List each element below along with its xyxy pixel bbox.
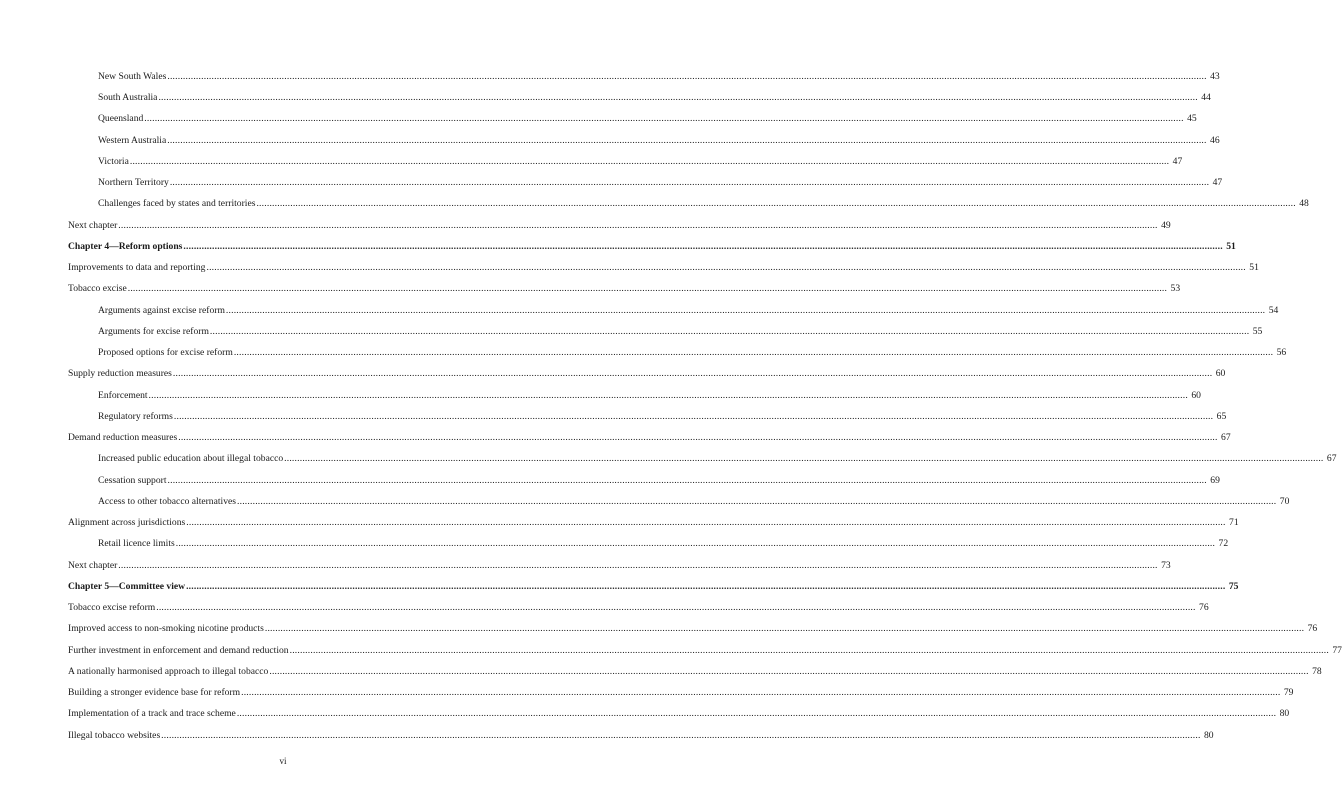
dot-leader: ................................................................................................................................................................................................................................................................................................................................................................................................................: [156, 602, 1196, 614]
toc-entry-label: Improvements to data and reporting: [68, 262, 206, 274]
toc-entry[interactable]: [68, 449, 1337, 470]
toc-entry-label: Demand reduction measures: [68, 432, 178, 444]
dot-leader: ................................................................................................................................................................................................................................................................................................................................................................................................................: [233, 347, 1274, 359]
dot-leader: ................................................................................................................................................................................................................................................................................................................................................................................................................: [172, 368, 1213, 380]
toc-entry-label: Chapter 5—Committee view: [68, 580, 186, 592]
toc-entry-page: 43: [1210, 70, 1220, 82]
toc-entry-label: Cessation support: [98, 474, 167, 486]
dot-leader: ................................................................................................................................................................................................................................................................................................................................................................................................................: [127, 283, 1168, 295]
toc-entry-page: 47: [1172, 155, 1183, 167]
toc-entry[interactable]: [68, 491, 1290, 512]
toc-entry-label: Implementation of a track and trace scheme: [68, 708, 236, 720]
toc-entry[interactable]: [68, 321, 1263, 342]
toc-entry-label: South Australia: [98, 92, 158, 104]
toc-entry-label: Illegal tobacco websites: [68, 729, 161, 741]
toc-entry[interactable]: [68, 172, 1223, 193]
dot-leader: ................................................................................................................................................................................................................................................................................................................................................................................................................: [256, 198, 1296, 210]
table-of-contents: [68, 66, 1342, 746]
toc-entry-label: Chapter 4—Reform options: [68, 240, 183, 252]
toc-entry-label: Supply reduction measures: [68, 368, 172, 380]
toc-entry-label: Tobacco excise reform: [68, 602, 156, 614]
toc-entry[interactable]: [68, 279, 1181, 300]
dot-leader: ................................................................................................................................................................................................................................................................................................................................................................................................................: [289, 644, 1329, 656]
toc-entry[interactable]: [68, 257, 1259, 278]
toc-entry-page: 47: [1212, 177, 1223, 189]
toc-entry[interactable]: [68, 640, 1342, 661]
dot-leader: ................................................................................................................................................................................................................................................................................................................................................................................................................: [241, 687, 1281, 699]
toc-entry[interactable]: [68, 300, 1279, 321]
dot-leader: ................................................................................................................................................................................................................................................................................................................................................................................................................: [236, 708, 1277, 720]
toc-entry[interactable]: [68, 342, 1287, 363]
toc-entry-label: Access to other tobacco alternatives: [98, 495, 236, 507]
toc-entry-label: Building a stronger evidence base for reform: [68, 687, 241, 699]
toc-entry-page: 80: [1203, 729, 1214, 741]
toc-entry-label: Retail licence limits: [98, 538, 175, 550]
toc-entry-label: Arguments against excise reform: [98, 304, 225, 316]
toc-entry[interactable]: [68, 215, 1171, 236]
toc-entry-page: 72: [1218, 538, 1229, 550]
toc-entry[interactable]: [68, 470, 1220, 491]
toc-entry-label: Tobacco excise: [68, 283, 127, 295]
dot-leader: ................................................................................................................................................................................................................................................................................................................................................................................................................: [167, 474, 1207, 486]
toc-entry-label: A nationally harmonised approach to illegal tobacco: [68, 665, 269, 677]
toc-entry-page: 67: [1221, 432, 1231, 444]
dot-leader: ................................................................................................................................................................................................................................................................................................................................................................................................................: [129, 155, 1170, 167]
toc-entry-label: Alignment across jurisdictions: [68, 517, 186, 529]
toc-entry[interactable]: [68, 619, 1318, 640]
dot-leader: ................................................................................................................................................................................................................................................................................................................................................................................................................: [269, 665, 1309, 677]
toc-entry-page: 49: [1161, 219, 1171, 231]
toc-entry-page: 73: [1161, 559, 1171, 571]
toc-entry[interactable]: [68, 576, 1239, 597]
dot-leader: ................................................................................................................................................................................................................................................................................................................................................................................................................: [264, 623, 1305, 635]
dot-leader: ................................................................................................................................................................................................................................................................................................................................................................................................................: [186, 580, 1226, 592]
toc-entry-label: Queensland: [98, 113, 144, 125]
toc-entry-page: 67: [1326, 453, 1337, 465]
dot-leader: ................................................................................................................................................................................................................................................................................................................................................................................................................: [237, 495, 1277, 507]
dot-leader: ................................................................................................................................................................................................................................................................................................................................................................................................................: [148, 389, 1188, 401]
dot-leader: ................................................................................................................................................................................................................................................................................................................................................................................................................: [161, 729, 1201, 741]
page-number: vi: [279, 756, 287, 766]
toc-entry[interactable]: [68, 725, 1214, 746]
toc-entry-label: Arguments for excise reform: [98, 325, 209, 337]
toc-entry-label: Regulatory reforms: [98, 410, 173, 422]
dot-leader: ................................................................................................................................................................................................................................................................................................................................................................................................................: [183, 240, 1223, 252]
toc-entry-page: 79: [1283, 687, 1294, 699]
toc-entry-page: 71: [1229, 517, 1239, 529]
toc-entry-page: 51: [1226, 240, 1236, 252]
toc-entry-page: 76: [1199, 602, 1209, 614]
toc-entry-page: 54: [1268, 304, 1279, 316]
toc-entry[interactable]: [68, 236, 1236, 257]
toc-entry-page: 80: [1279, 708, 1290, 720]
dot-leader: ................................................................................................................................................................................................................................................................................................................................................................................................................: [209, 325, 1250, 337]
toc-entry-label: Improved access to non-smoking nicotine products: [68, 623, 264, 635]
toc-entry-label: Further investment in enforcement and demand reduction: [68, 644, 289, 656]
toc-entry-label: Western Australia: [98, 134, 167, 146]
toc-entry-label: Northern Territory: [98, 177, 169, 189]
toc-entry-page: 48: [1299, 198, 1309, 210]
dot-leader: ................................................................................................................................................................................................................................................................................................................................................................................................................: [144, 113, 1184, 125]
dot-leader: ................................................................................................................................................................................................................................................................................................................................................................................................................: [173, 410, 1214, 422]
dot-leader: ................................................................................................................................................................................................................................................................................................................................................................................................................: [169, 177, 1210, 189]
toc-entry-page: 55: [1252, 325, 1263, 337]
toc-entry-page: 65: [1216, 410, 1227, 422]
toc-entry-label: Enforcement: [98, 389, 148, 401]
toc-entry[interactable]: [68, 555, 1171, 576]
toc-entry-page: 56: [1276, 347, 1287, 359]
toc-entry-label: Challenges faced by states and territories: [98, 198, 256, 210]
toc-entry-label: Next chapter: [68, 219, 118, 231]
toc-entry-page: 69: [1210, 474, 1220, 486]
toc-entry-label: New South Wales: [98, 70, 167, 82]
toc-entry-page: 53: [1170, 283, 1181, 295]
toc-entry[interactable]: [68, 109, 1197, 130]
toc-entry-page: 60: [1215, 368, 1226, 380]
toc-entry-page: 45: [1187, 113, 1197, 125]
toc-entry[interactable]: [68, 534, 1229, 555]
dot-leader: ................................................................................................................................................................................................................................................................................................................................................................................................................: [206, 262, 1246, 274]
dot-leader: ................................................................................................................................................................................................................................................................................................................................................................................................................: [186, 517, 1226, 529]
toc-entry-page: 46: [1210, 134, 1220, 146]
toc-entry-page: 78: [1312, 665, 1322, 677]
dot-leader: ................................................................................................................................................................................................................................................................................................................................................................................................................: [118, 559, 1158, 571]
toc-entry[interactable]: [68, 406, 1227, 427]
dot-leader: ................................................................................................................................................................................................................................................................................................................................................................................................................: [175, 538, 1216, 550]
dot-leader: ................................................................................................................................................................................................................................................................................................................................................................................................................: [167, 134, 1207, 146]
toc-entry-page: 75: [1228, 580, 1239, 592]
toc-entry-page: 51: [1249, 262, 1259, 274]
toc-entry[interactable]: [68, 385, 1201, 406]
toc-entry[interactable]: [68, 364, 1226, 385]
toc-entry[interactable]: [68, 512, 1239, 533]
toc-entry-label: Next chapter: [68, 559, 118, 571]
dot-leader: ................................................................................................................................................................................................................................................................................................................................................................................................................: [284, 453, 1324, 465]
toc-entry[interactable]: [68, 427, 1231, 448]
toc-entry-page: 70: [1279, 495, 1290, 507]
dot-leader: ................................................................................................................................................................................................................................................................................................................................................................................................................: [167, 70, 1207, 82]
toc-entry[interactable]: [68, 130, 1220, 151]
dot-leader: ................................................................................................................................................................................................................................................................................................................................................................................................................: [118, 219, 1158, 231]
toc-entry[interactable]: [68, 151, 1183, 172]
toc-entry-label: Proposed options for excise reform: [98, 347, 233, 359]
dot-leader: ................................................................................................................................................................................................................................................................................................................................................................................................................: [225, 304, 1266, 316]
toc-entry-page: 44: [1201, 92, 1211, 104]
toc-entry[interactable]: [68, 661, 1322, 682]
toc-entry-page: 60: [1191, 389, 1201, 401]
toc-entry-label: Victoria: [98, 155, 129, 167]
toc-entry[interactable]: [68, 66, 1220, 87]
toc-entry[interactable]: [68, 597, 1209, 618]
toc-entry[interactable]: [68, 704, 1290, 725]
toc-entry-label: Increased public education about illegal tobacco: [98, 453, 284, 465]
toc-entry[interactable]: [68, 87, 1211, 108]
dot-leader: ................................................................................................................................................................................................................................................................................................................................................................................................................: [158, 92, 1198, 104]
toc-entry[interactable]: [68, 194, 1309, 215]
toc-entry[interactable]: [68, 682, 1294, 703]
toc-entry-page: 77: [1332, 644, 1342, 656]
dot-leader: ................................................................................................................................................................................................................................................................................................................................................................................................................: [178, 432, 1218, 444]
toc-entry-page: 76: [1307, 623, 1318, 635]
